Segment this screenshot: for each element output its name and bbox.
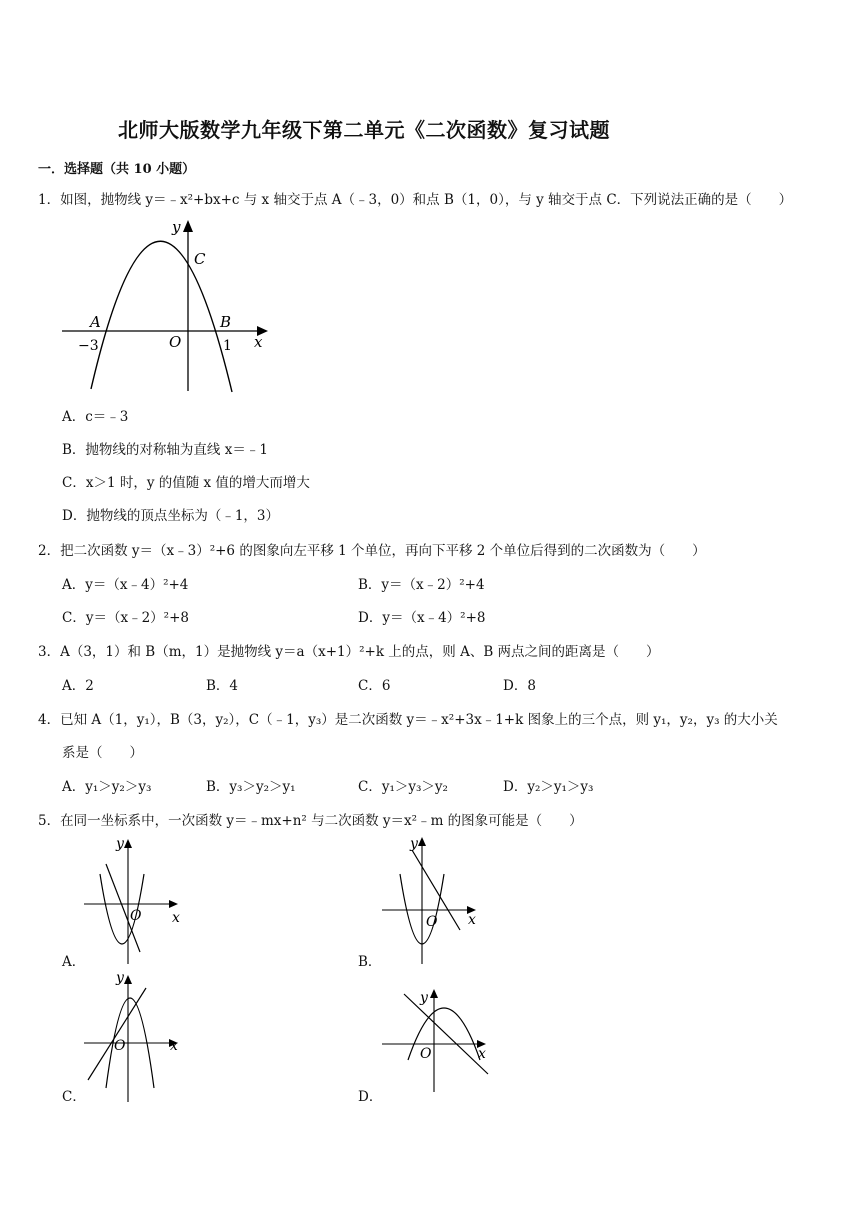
section-heading: 一．选择题（共 10 小题）	[38, 162, 196, 177]
graph-d-label-origin: O	[420, 1046, 432, 1062]
question-4-text-line1: 4．已知 A（1，y₁），B（3，y₂），C（﹣1，y₃）是二次函数 y＝﹣x²+3x﹣1+k 图象上的三个点，则 y₁，y₂，y₃ 的大小关	[38, 712, 778, 728]
graph-d-label-x: x	[478, 1046, 486, 1062]
label-neg3: −3	[78, 338, 99, 354]
q5-option-d: D．	[358, 1089, 383, 1105]
q5-option-c: C．	[62, 1089, 86, 1105]
y-axis-arrow-icon	[183, 220, 193, 232]
label-c: C	[194, 250, 206, 268]
q1-option-a: A．c＝﹣3	[62, 409, 129, 425]
q1-option-b: B．抛物线的对称轴为直线 x＝﹣1	[62, 442, 268, 458]
parabola-curve	[91, 241, 232, 392]
question-1-text: 1．如图，抛物线 y＝﹣x²+bx+c 与 x 轴交于点 A（﹣3，0）和点 B（1，0），与 y 轴交于点 C．下列说法正确的是（ ）	[38, 192, 793, 208]
graph-c-y-arrow-icon	[124, 975, 132, 984]
q5-option-a: A．	[62, 954, 86, 970]
label-x: x	[254, 333, 263, 351]
q3-option-a: A．2	[62, 678, 94, 694]
graph-b-label-x: x	[468, 912, 476, 928]
q5-graph-b	[382, 834, 488, 966]
q3-option-b: B．4	[206, 678, 239, 694]
question-1-figure	[56, 214, 276, 394]
q2-option-c: C．y＝（x﹣2）²+8	[62, 610, 189, 626]
question-5-text: 5．在同一坐标系中，一次函数 y＝﹣mx+n² 与二次函数 y＝x²﹣m 的图象可能是（ ）	[38, 813, 583, 829]
graph-c-line	[88, 988, 146, 1080]
label-origin: O	[169, 333, 182, 351]
q1-option-c: C．x＞1 时，y 的值随 x 值的增大而增大	[62, 475, 310, 491]
q1-option-d: D．抛物线的顶点坐标为（﹣1，3）	[62, 508, 280, 524]
graph-d-label-y: y	[420, 990, 428, 1006]
graph-b-label-origin: O	[426, 914, 438, 930]
label-y: y	[172, 218, 181, 236]
q2-option-b: B．y＝（x﹣2）²+4	[358, 577, 485, 593]
q5-graph-c	[84, 968, 190, 1104]
graph-a-x-arrow-icon	[169, 900, 178, 908]
q5-graph-a	[84, 834, 190, 966]
graph-a-label-y: y	[116, 836, 124, 852]
question-4-text-line2: 系是（ ）	[62, 745, 143, 761]
graph-a-label-x: x	[172, 910, 180, 926]
graph-b-y-arrow-icon	[418, 837, 426, 846]
q2-option-d: D．y＝（x﹣4）²+8	[358, 610, 486, 626]
q2-option-a: A．y＝（x﹣4）²+4	[62, 577, 189, 593]
page-title: 北师大版数学九年级下第二单元《二次函数》复习试题	[118, 118, 610, 142]
question-2-text: 2．把二次函数 y＝（x﹣3）²+6 的图象向左平移 1 个单位，再向下平移 2 个单位后得到的二次函数为（ ）	[38, 543, 706, 559]
q3-option-d: D．8	[503, 678, 536, 694]
graph-d-line	[404, 994, 488, 1074]
graph-a-y-arrow-icon	[124, 839, 132, 848]
q4-option-a: A．y₁＞y₂＞y₃	[62, 779, 152, 795]
graph-c-label-y: y	[116, 970, 124, 986]
q3-option-c: C．6	[358, 678, 391, 694]
graph-c-label-x: x	[170, 1038, 178, 1054]
q5-graph-d	[382, 986, 494, 1094]
q5-option-b: B．	[358, 954, 382, 970]
q4-option-c: C．y₁＞y₃＞y₂	[358, 779, 448, 795]
q4-option-b: B．y₃＞y₂＞y₁	[206, 779, 296, 795]
label-b: B	[220, 313, 232, 331]
question-3-text: 3．A（3，1）和 B（m，1）是抛物线 y＝a（x+1）²+k 上的点，则 A、B 两点之间的距离是（ ）	[38, 644, 660, 660]
label-one: 1	[223, 338, 232, 354]
graph-d-parabola	[408, 1008, 480, 1060]
graph-c-label-origin: O	[114, 1038, 126, 1054]
q4-option-d: D．y₂＞y₁＞y₃	[503, 779, 594, 795]
label-a: A	[90, 313, 101, 331]
graph-b-label-y: y	[410, 836, 418, 852]
graph-d-y-arrow-icon	[430, 989, 438, 998]
graph-a-label-origin: O	[130, 908, 142, 924]
